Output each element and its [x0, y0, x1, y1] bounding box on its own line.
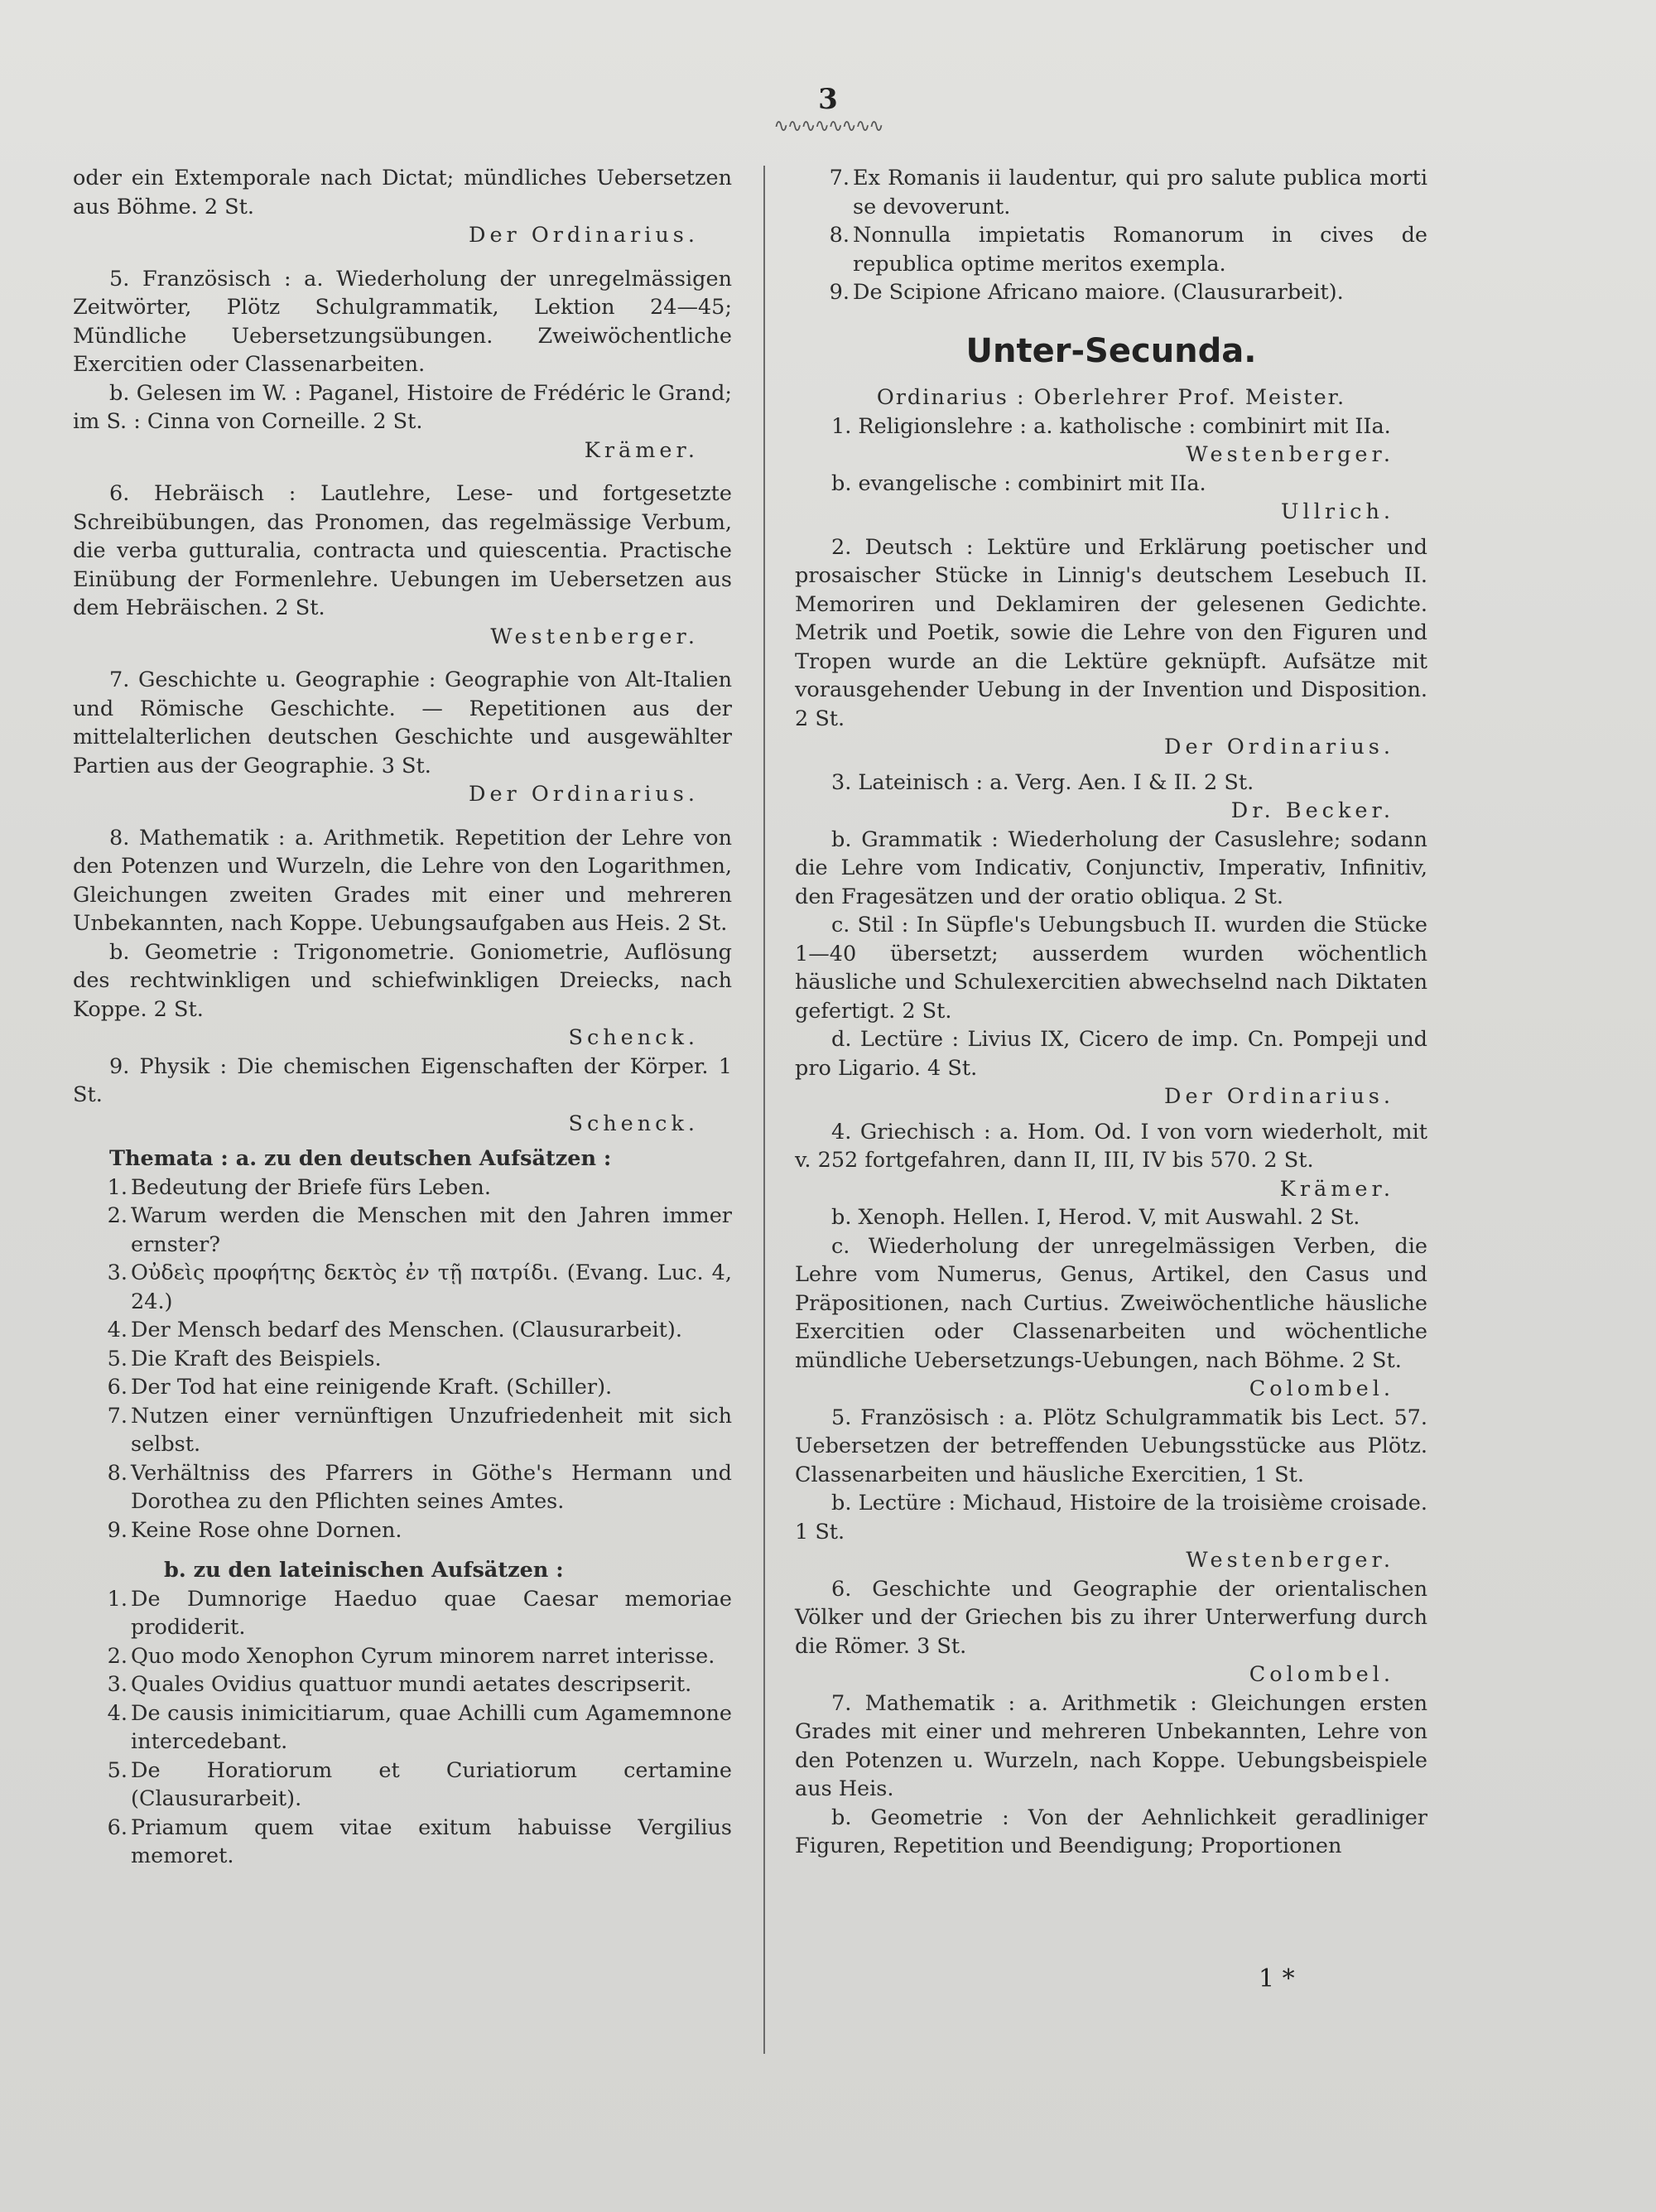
list-item-text: De causis inimicitiarum, quae Achilli cum Agamemnone intercedebant.: [131, 1700, 732, 1754]
list-item-number: 2.: [107, 1643, 128, 1669]
list-item: [73, 1316, 732, 1345]
paragraph-physik: 9. Physik : Die chemischen Eigenschaften der Körper. 1 St.: [73, 1053, 732, 1107]
signature-schenck-2: Schenck.: [568, 1111, 699, 1136]
list-item-number: 5.: [107, 1346, 128, 1371]
list-item-number: 7.: [829, 166, 850, 190]
list-item-text: Der Tod hat eine reinigende Kraft. (Schiller).: [131, 1375, 613, 1400]
signature-colombel: Colombel.: [1249, 1376, 1394, 1401]
list-item: [73, 1814, 732, 1871]
signature-ordinarius-2: Der Ordinarius.: [469, 782, 699, 807]
ordinarius-line: Ordinarius : Oberlehrer Prof. Meister.: [876, 385, 1346, 410]
list-item-number: 6.: [107, 1375, 128, 1400]
paragraph-hebraeisch: 6. Hebräisch : Lautlehre, Lese- und fortgesetzte Schreibübungen, das Pronomen, das regelmässige Verbum, die verba gutturalia, contracta und quiescentia. Practische Einübung der Formenlehre. Uebungen im Uebersetzen aus dem Hebräischen. 2 St.: [73, 481, 732, 620]
footer-signature-mark: 1 *: [1259, 1964, 1295, 1993]
paragraph-religion-b: b. evangelische : combinirt mit IIa.: [831, 470, 1206, 496]
list-item: [73, 1259, 732, 1316]
paragraph-lateinisch-b: b. Grammatik : Wiederholung der Casuslehre; sodann die Lehre vom Indicativ, Conjunctiv, Imperativ, Infinitiv, den Fragesätzen und der oratio obliqua. 2 St.: [795, 826, 1427, 909]
paragraph-geschichte: 7. Geschichte u. Geographie : Geographie von Alt-Italien und Römische Geschichte. — Repetitionen aus der mittelalterlichen deutschen Geschichte und ausgewählter Partien aus der Geographie. 3 St.: [73, 667, 732, 778]
list-item-number: 4.: [107, 1700, 128, 1726]
list-item-text: Keine Rose ohne Dornen.: [131, 1517, 402, 1543]
paragraph-franzoesisch-b: b. Gelesen im W. : Paganel, Histoire de Frédéric le Grand; im S. : Cinna von Corneille. 2 St.: [73, 380, 732, 434]
paragraph-franzoesisch-r: 5. Französisch : a. Plötz Schulgrammatik bis Lect. 57. Uebersetzen der betreffenden Uebungsstücke aus Plötz. Classenarbeiten und häusliche Exercitien, 1 St.: [795, 1405, 1427, 1487]
list-item-text: De Dumnorige Haeduo quae Caesar memoriae prodiderit.: [131, 1586, 732, 1640]
paragraph-mathematik-r: 7. Mathematik : a. Arithmetik : Gleichungen ersten Grades mit einer und mehreren Unbekannten, Lehre von den Potenzen u. Wurzeln, nach Koppe. Uebungsbeispiele aus Heis.: [795, 1690, 1427, 1801]
list-item: [73, 1757, 732, 1814]
themata-german-list: [73, 1173, 732, 1545]
ornament-rule: ∿∿∿∿∿∿∿∿: [773, 116, 883, 137]
list-item: [73, 1402, 732, 1459]
list-item: [73, 1699, 732, 1757]
paragraph-continuation: oder ein Extemporale nach Dictat; mündliches Uebersetzen aus Böhme. 2 St.: [73, 166, 732, 219]
list-item-text: Warum werden die Menschen mit den Jahren immer ernster?: [131, 1203, 732, 1257]
list-item-number: 9.: [107, 1517, 128, 1543]
column-divider: [763, 166, 765, 2054]
signature-westenberger-r: Westenberger.: [1186, 442, 1394, 467]
list-item-number: 7.: [107, 1403, 128, 1429]
themata-heading: Themata : a. zu den deutschen Aufsätzen :: [109, 1146, 612, 1171]
list-item: [73, 1373, 732, 1402]
signature-ordinarius: Der Ordinarius.: [469, 223, 699, 248]
paragraph-geometrie: b. Geometrie : Trigonometrie. Goniometrie, Auflösung des rechtwinkligen und schiefwinkligen Dreiecks, nach Koppe. 2 St.: [73, 939, 732, 1022]
signature-ordinarius-r: Der Ordinarius.: [1164, 735, 1394, 759]
paragraph-mathematik: 8. Mathematik : a. Arithmetik. Repetition der Lehre von den Potenzen und Wurzeln, die Lehre von den Logarithmen, Gleichungen zweiten Grades mit einer und mehreren Unbekannten, nach Koppe. Uebungsaufgaben aus Heis. 2 St.: [73, 825, 732, 936]
signature-kraemer-r: Krämer.: [1279, 1176, 1394, 1202]
list-item: [73, 1670, 732, 1699]
list-item: [73, 1202, 732, 1259]
list-item-text: Quales Ovidius quattuor mundi aetates descripserit.: [131, 1672, 692, 1697]
list-item: [795, 164, 1427, 221]
signature-ullrich: Ullrich.: [1281, 499, 1394, 524]
signature-kraemer: Krämer.: [584, 437, 699, 463]
list-item-text: Priamum quem vitae exitum habuisse Vergilius memoret.: [131, 1814, 732, 1868]
paragraph-geometrie-r: b. Geometrie : Von der Aehnlichkeit geradliniger Figuren, Repetition und Beendigung; Proportionen: [795, 1805, 1427, 1858]
list-item: [795, 221, 1427, 278]
left-column: [73, 164, 732, 1871]
list-item-text: Nonnulla impietatis Romanorum in cives de republica optime meritos exempla.: [853, 223, 1427, 277]
list-item-text: De Scipione Africano maiore. (Clausurarbeit).: [853, 280, 1344, 305]
themata-latin-heading: b. zu den lateinischen Aufsätzen :: [164, 1558, 564, 1583]
section-title: Unter-Secunda.: [965, 331, 1257, 370]
list-item-text: Bedeutung der Briefe fürs Leben.: [131, 1174, 491, 1200]
list-item-number: 9.: [829, 280, 850, 305]
paragraph-griechisch: 4. Griechisch : a. Hom. Od. I von vorn wiederholt, mit v. 252 fortgefahren, dann II, III, IV bis 570. 2 St.: [795, 1119, 1427, 1173]
list-item-number: 3.: [107, 1260, 128, 1285]
paragraph-griechisch-c: c. Wiederholung der unregelmässigen Verben, die Lehre vom Numerus, Genus, Artikel, den Casus und Präpositionen, nach Curtius. Zweiwöchentliche häusliche Exercitien oder Classenarbeiten und wöchentliche mündliche Uebersetzungs-Uebungen, nach Böhme. 2 St.: [795, 1233, 1427, 1373]
list-item: [73, 1345, 732, 1374]
signature-colombel-2: Colombel.: [1249, 1662, 1394, 1687]
list-item-number: 8.: [829, 223, 850, 248]
list-item: [73, 1459, 732, 1516]
themata-latin-list: [73, 1585, 732, 1871]
signature-westenberger-r2: Westenberger.: [1186, 1548, 1394, 1573]
list-item-text: Nutzen einer vernünftigen Unzufriedenheit mit sich selbst.: [131, 1403, 732, 1457]
list-item: [73, 1585, 732, 1642]
list-item: [73, 1516, 732, 1545]
paragraph-religion: 1. Religionslehre : a. katholische : combinirt mit IIa.: [831, 413, 1391, 439]
paragraph-franzoesisch: 5. Französisch : a. Wiederholung der unregelmässigen Zeitwörter, Plötz Schulgrammatik, Lektion 24—45; Mündliche Uebersetzungsübungen. Zweiwöchentliche Exercitien oder Classenarbeiten.: [73, 266, 732, 377]
list-item: [73, 1173, 732, 1202]
signature-becker: Dr. Becker.: [1230, 798, 1394, 823]
signature-westenberger: Westenberger.: [490, 624, 699, 649]
list-item: [795, 278, 1427, 307]
paragraph-deutsch: 2. Deutsch : Lektüre und Erklärung poetischer und prosaischer Stücke in Linnig's deutschem Lesebuch II. Memoriren und Deklamiren der gelesenen Gedichte. Metrik und Poetik, sowie die Lehre von den Figuren und Tropen wurde an die Lektüre geknüpft. Aufsätze mit vorausgehender Uebung in der Invention und Disposition. 2 St.: [795, 534, 1427, 731]
paragraph-lateinisch-d: d. Lectüre : Livius IX, Cicero de imp. Cn. Pompeji und pro Ligario. 4 St.: [795, 1027, 1427, 1081]
right-column: [795, 164, 1427, 1861]
list-item-text: Ex Romanis ii laudentur, qui pro salute publica morti se devoverunt.: [853, 166, 1427, 219]
list-item-number: 8.: [107, 1460, 128, 1486]
paragraph-griechisch-b: b. Xenoph. Hellen. I, Herod. V, mit Auswahl. 2 St.: [831, 1205, 1360, 1230]
list-item-number: 1.: [107, 1174, 128, 1200]
paragraph-franzoesisch-r-b: b. Lectüre : Michaud, Histoire de la troisième croisade. 1 St.: [795, 1491, 1427, 1545]
list-item: [73, 1642, 732, 1671]
list-item-text: Οὐδεὶς προφήτης δεκτὸς ἐν τῇ πατρίδι. (Evang. Luc. 4, 24.): [131, 1260, 732, 1314]
themata-latin-list-continued: [795, 164, 1427, 307]
signature-ordinarius-r2: Der Ordinarius.: [1164, 1084, 1394, 1109]
list-item-text: De Horatiorum et Curiatiorum certamine (Clausurarbeit).: [131, 1757, 732, 1811]
list-item-number: 1.: [107, 1586, 128, 1612]
list-item-text: Die Kraft des Beispiels.: [131, 1346, 382, 1371]
list-item-text: Der Mensch bedarf des Menschen. (Clausurarbeit).: [131, 1318, 682, 1342]
list-item-text: Quo modo Xenophon Cyrum minorem narret interisse.: [131, 1643, 715, 1669]
paragraph-geschichte-r: 6. Geschichte und Geographie der orientalischen Völker und der Griechen bis zu ihrer Unterwerfung durch die Römer. 3 St.: [795, 1576, 1427, 1659]
list-item-number: 5.: [107, 1757, 128, 1783]
list-item-number: 3.: [107, 1672, 128, 1697]
list-item-number: 2.: [107, 1203, 128, 1228]
signature-schenck: Schenck.: [568, 1025, 699, 1050]
paragraph-lateinisch: 3. Lateinisch : a. Verg. Aen. I & II. 2 St.: [831, 769, 1254, 795]
paragraph-lateinisch-c: c. Stil : In Süpfle's Uebungsbuch II. wurden die Stücke 1—40 übersetzt; ausserdem wurden wöchentlich häusliche und Schulexercitien abwechselnd nach Diktaten gefertigt. 2 St.: [795, 913, 1427, 1024]
list-item-number: 6.: [107, 1814, 128, 1840]
page-number: 3: [818, 83, 838, 116]
list-item-text: Verhältniss des Pfarrers in Göthe's Hermann und Dorothea zu den Pflichten seines Amtes.: [131, 1460, 732, 1514]
list-item-number: 4.: [107, 1318, 128, 1342]
